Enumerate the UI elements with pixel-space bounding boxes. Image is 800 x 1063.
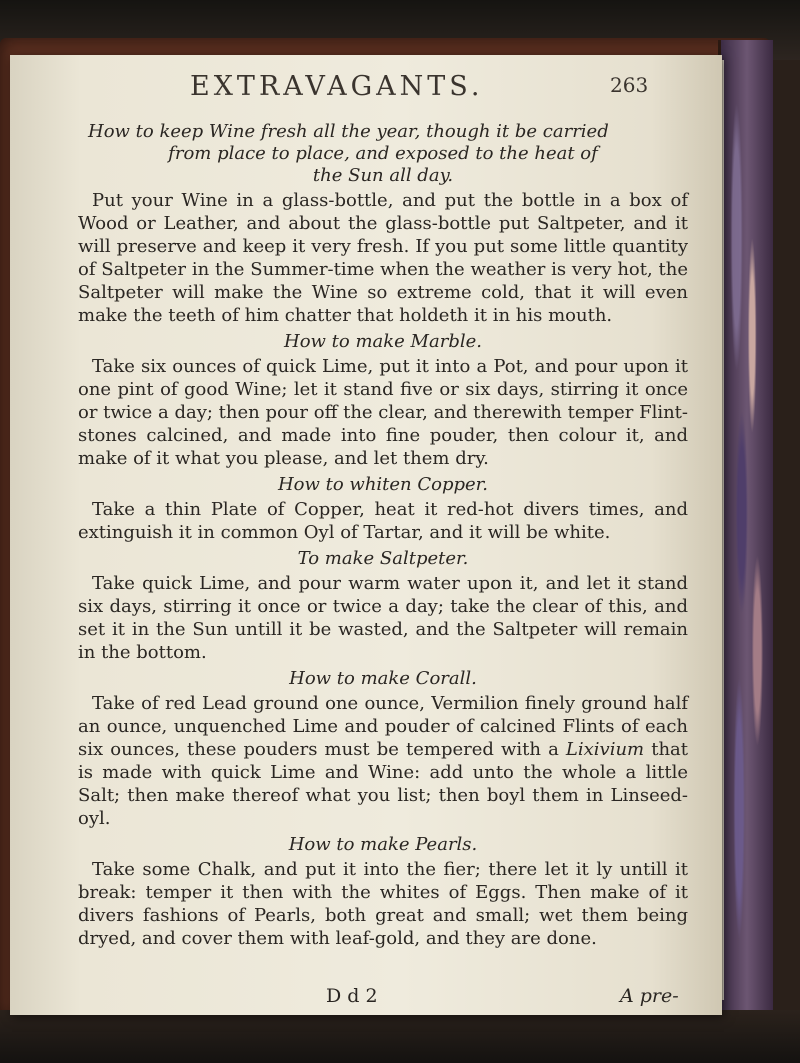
recipe-text-wine: Put your Wine in a glass-bottle, and put the bottle in a box of Wood or Leather, and about the glass-bottle put Saltpeter, and it will preserve and keep it very fresh. If you put some little quantity of Saltpeter in the Summer-time when the weather is very hot, the Saltpeter will make the Wine so extreme cold, that it will even make the teeth of him chatter that holdeth it in his mouth. — [78, 190, 688, 326]
page-body — [78, 117, 688, 952]
recipe-heading-wine — [78, 121, 688, 187]
heading-line: the Sun all day. — [312, 165, 454, 186]
recipe-text-saltpeter: Take quick Lime, and pour warm water upon it, and let it stand six days, stirring it once or twice a day; take the clear of this, and set it in the Sun untill it be wasted, and the Saltpeter will remain in the bottom. — [78, 573, 688, 663]
recipe-text-corall — [78, 692, 688, 830]
marbled-endpaper — [718, 40, 773, 1025]
recipe-text-pearls: Take some Chalk, and put it into the fier; there let it ly untill it break: temper it then with the whites of Eggs. Then make of it divers fashions of Pearls, both great and small; wet them being dryed, and cover them with leaf-gold, and they are done. — [78, 859, 688, 949]
recipe-heading-pearls: How to make Pearls. — [288, 834, 478, 855]
recipe-heading-copper: How to whiten Copper. — [277, 474, 489, 495]
page-footer — [10, 985, 722, 1015]
running-title: EXTRAVAGANTS. — [190, 71, 484, 102]
recipe-text-marble: Take six ounces of quick Lime, put it into a Pot, and pour upon it one pint of good Wine; let it stand five or six days, stirring it once or twice a day; then pour off the clear, and therewith temper Flint-stones calcined, and made into fine pouder, then colour it, and make of it what you please, and let them dry. — [78, 356, 688, 469]
catchword: A pre- — [620, 985, 679, 1007]
recipe-heading-corall: How to make Corall. — [289, 668, 477, 689]
page-number: 263 — [610, 73, 649, 97]
heading-line: How to keep Wine fresh all the year, though it be carried — [88, 121, 609, 142]
text-run: that is made with quick Lime and Wine: add unto the whole a little Salt; then make thereof what you list; then boyl them in Linseed-oyl. — [78, 739, 689, 829]
background-bottom — [0, 1010, 800, 1063]
text-run: Take of red Lead ground one ounce, Vermilion finely ground half an ounce, unquenched Lime and pouder of calcined Flints of each six ounces, these pouders must be tempered with a — [78, 693, 688, 760]
book-page — [10, 55, 722, 1015]
recipe-text-copper: Take a thin Plate of Copper, heat it red-hot divers times, and extinguish it in common Oyl of Tartar, and it will be white. — [78, 499, 688, 543]
running-head — [10, 71, 722, 107]
signature-mark: D d 2 — [326, 985, 378, 1007]
heading-line: from place to place, and exposed to the heat of — [168, 143, 598, 164]
recipe-heading-saltpeter: To make Saltpeter. — [297, 548, 469, 569]
recipe-heading-marble: How to make Marble. — [284, 331, 482, 352]
italic-term: Lixivium — [565, 739, 645, 760]
